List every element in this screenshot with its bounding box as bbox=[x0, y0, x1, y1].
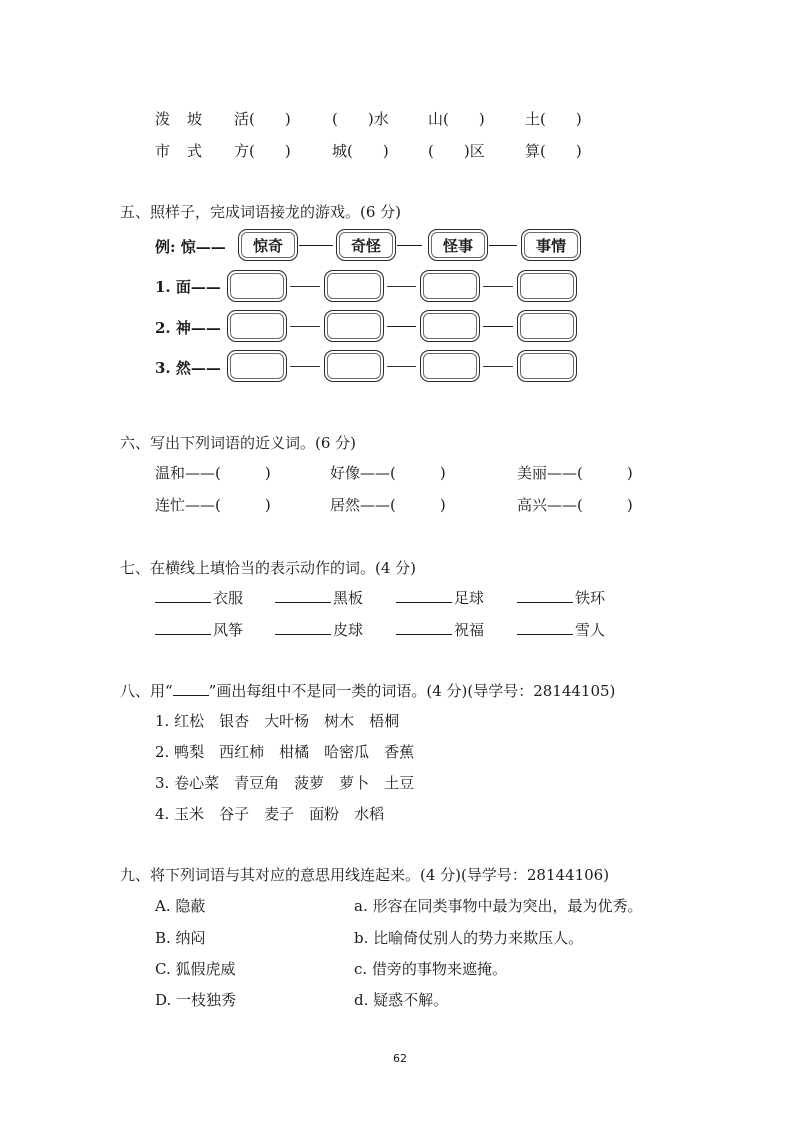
match-left-item[interactable]: B. 纳闷 bbox=[155, 929, 206, 947]
fill-item[interactable]: 衣服 bbox=[155, 587, 243, 608]
match-left-item[interactable]: D. 一枝独秀 bbox=[155, 991, 237, 1009]
match-left-item[interactable]: C. 狐假虎威 bbox=[155, 960, 236, 978]
match-right-item[interactable]: b. 比喻倚仗别人的势力来欺压人。 bbox=[354, 929, 584, 947]
connector-dash bbox=[387, 366, 416, 367]
match-left-item[interactable]: A. 隐蔽 bbox=[155, 897, 206, 915]
blank-item[interactable]: 算( ) bbox=[525, 142, 582, 160]
char-shi-1: 市 bbox=[155, 142, 171, 160]
answer-box[interactable] bbox=[227, 310, 287, 342]
example-word-box: 怪事 bbox=[428, 229, 488, 261]
char-po-2: 坡 bbox=[187, 110, 203, 128]
connector-dash bbox=[387, 326, 416, 327]
q5-row-label: 1. 面—— bbox=[155, 278, 221, 296]
connector-dash bbox=[299, 245, 333, 246]
answer-box[interactable] bbox=[420, 350, 480, 382]
answer-box[interactable] bbox=[324, 270, 384, 302]
connector-dash bbox=[387, 286, 416, 287]
match-right-item[interactable]: c. 借旁的事物来遮掩。 bbox=[354, 960, 507, 978]
synonym-item[interactable]: 美丽——( ) bbox=[517, 464, 633, 482]
blank-item[interactable]: 活( ) bbox=[234, 110, 291, 128]
answer-box[interactable] bbox=[324, 310, 384, 342]
example-word-box: 奇怪 bbox=[336, 229, 396, 261]
q5-title: 五、照样子，完成词语接龙的游戏。(6 分) bbox=[120, 203, 402, 221]
match-right-item[interactable]: a. 形容在同类事物中最为突出，最为优秀。 bbox=[354, 897, 643, 915]
word-group[interactable]: 1. 红松 银杏 大叶杨 树木 梧桐 bbox=[155, 712, 400, 730]
page-number: 62 bbox=[393, 1052, 407, 1065]
blank-item[interactable]: ( )水 bbox=[332, 110, 389, 128]
answer-box[interactable] bbox=[227, 350, 287, 382]
connector-dash bbox=[483, 286, 513, 287]
match-right-item[interactable]: d. 疑惑不解。 bbox=[354, 991, 449, 1009]
answer-box[interactable] bbox=[517, 270, 577, 302]
q9-title: 九、将下列词语与其对应的意思用线连起来。(4 分)(导学号：28144106) bbox=[120, 866, 610, 884]
answer-box[interactable] bbox=[227, 270, 287, 302]
answer-box[interactable] bbox=[517, 350, 577, 382]
char-po-1: 泼 bbox=[155, 110, 171, 128]
answer-box[interactable] bbox=[420, 270, 480, 302]
blank-item[interactable]: ( )区 bbox=[428, 142, 485, 160]
answer-box[interactable] bbox=[324, 350, 384, 382]
underline-sample bbox=[173, 683, 209, 696]
q6-title: 六、写出下列词语的近义词。(6 分) bbox=[120, 434, 357, 452]
example-word-box: 惊奇 bbox=[238, 229, 298, 261]
fill-item[interactable]: 足球 bbox=[396, 587, 484, 608]
fill-item[interactable]: 黑板 bbox=[275, 587, 363, 608]
connector-dash bbox=[483, 326, 513, 327]
example-word-box: 事情 bbox=[521, 229, 581, 261]
blank-item[interactable]: 山( ) bbox=[428, 110, 485, 128]
word-group[interactable]: 4. 玉米 谷子 麦子 面粉 水稻 bbox=[155, 805, 385, 823]
blank-item[interactable]: 城( ) bbox=[332, 142, 389, 160]
q7-title: 七、在横线上填恰当的表示动作的词。(4 分) bbox=[120, 559, 417, 577]
synonym-item[interactable]: 居然——( ) bbox=[330, 496, 446, 514]
synonym-item[interactable]: 高兴——( ) bbox=[517, 496, 633, 514]
blank-item[interactable]: 土( ) bbox=[525, 110, 582, 128]
q8-title: 八、用“ ”画出每组中不是同一类的词语。(4 分)(导学号：28144105) bbox=[120, 682, 616, 700]
connector-dash bbox=[397, 245, 422, 246]
blank-item[interactable]: 方( ) bbox=[234, 142, 291, 160]
q5-row-label: 2. 神—— bbox=[155, 319, 221, 337]
connector-dash bbox=[290, 326, 320, 327]
char-shi-2: 式 bbox=[187, 142, 203, 160]
answer-box[interactable] bbox=[517, 310, 577, 342]
q5-row-label: 3. 然—— bbox=[155, 359, 221, 377]
fill-item[interactable]: 皮球 bbox=[275, 619, 363, 640]
fill-item[interactable]: 铁环 bbox=[517, 587, 605, 608]
answer-box[interactable] bbox=[420, 310, 480, 342]
connector-dash bbox=[290, 286, 320, 287]
synonym-item[interactable]: 温和——( ) bbox=[155, 464, 271, 482]
fill-item[interactable]: 雪人 bbox=[517, 619, 605, 640]
connector-dash bbox=[489, 245, 517, 246]
synonym-item[interactable]: 连忙——( ) bbox=[155, 496, 271, 514]
fill-item[interactable]: 祝福 bbox=[396, 619, 484, 640]
word-group[interactable]: 3. 卷心菜 青豆角 菠萝 萝卜 土豆 bbox=[155, 774, 415, 792]
connector-dash bbox=[483, 366, 513, 367]
word-group[interactable]: 2. 鸭梨 西红柿 柑橘 哈密瓜 香蕉 bbox=[155, 743, 415, 761]
synonym-item[interactable]: 好像——( ) bbox=[330, 464, 446, 482]
q5-example-label: 例: 惊—— bbox=[155, 238, 226, 256]
connector-dash bbox=[290, 366, 320, 367]
fill-item[interactable]: 风筝 bbox=[155, 619, 243, 640]
